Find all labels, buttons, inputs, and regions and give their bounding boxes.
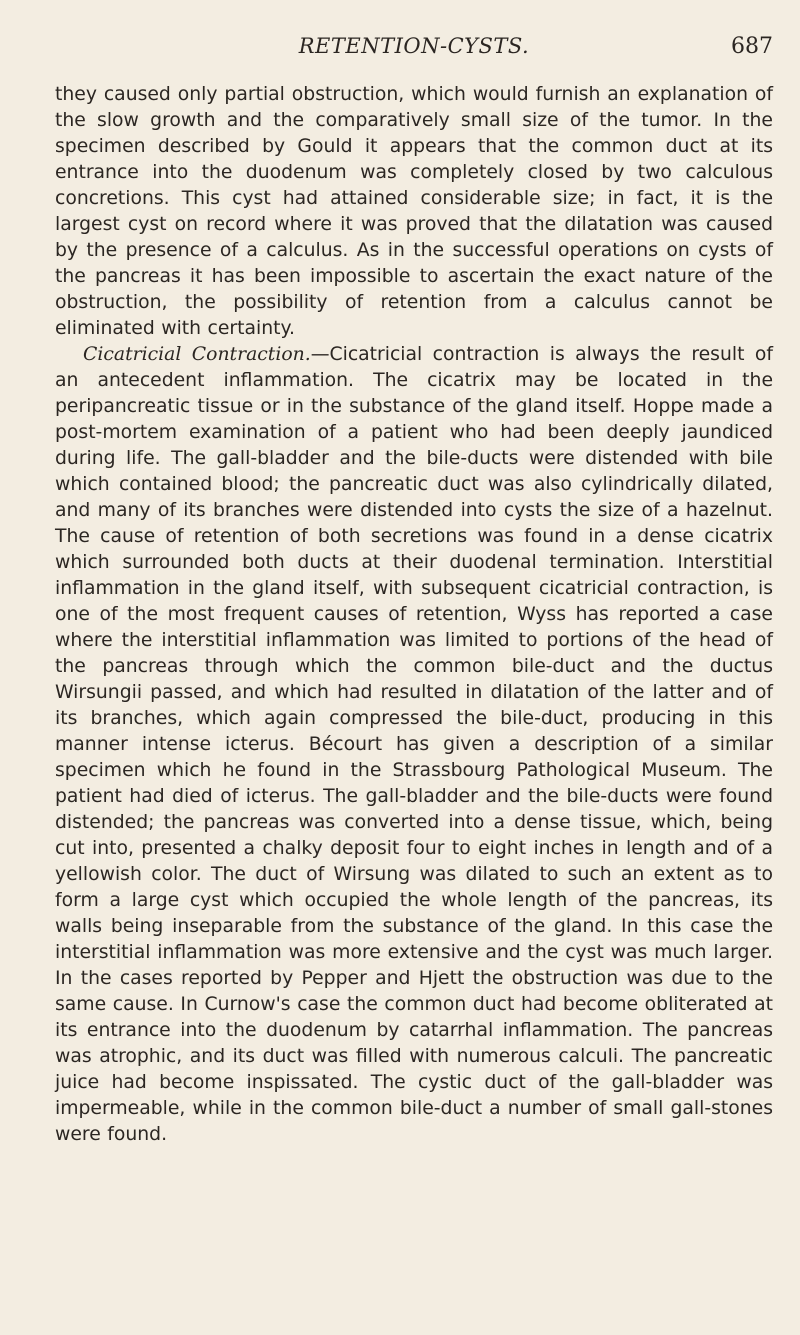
paragraph-text: —Cicatricial contraction is always the result of an antecedent inflammation. The cicatrix may be located in the peripancreatic tissue or in the substance of the gland itself. Hoppe made a post-mortem examination of a patient who had been deeply jaundiced during life. The gall-bladder and the bile-ducts were distended with bile which contained blood; the pancreatic duct was also cylindrically dilated, and many of its branches were distended into cysts the size of a hazelnut. The cause of retention of both secretions was found in a dense cicatrix which surrounded both ducts at their duodenal termination. Interstitial inflammation in the gland itself, with subsequent cicatricial contraction, is one of the most frequent causes of retention, Wyss has reported a case where the interstitial inflammation was limited to portions of the head of the pancreas through which the common bile-duct and the ductus Wirsungii passed, and which had resulted in dilatation of the latter and of its branches, which again compressed the bile-duct, producing in this manner intense icterus. Bécourt has given a description of a similar specimen which he found in the Strassbourg Pathological Museum. The patient had died of icterus. The gall-bladder and the bile-ducts were found distended; the pancreas was converted into a dense tissue, which, being cut into, presented a chalky deposit four to eight inches in length and of a yellowish color. The duct of Wirsung was dilated to such an extent as to form a large cyst which occupied the whole length of the pancreas, its walls being inseparable from the substance of the gland. In this case the interstitial inflammation was more extensive and the cyst was much larger. In the cases reported by Pepper and Hjett the obstruction was due to the same cause. In Curnow's case the common duct had become obliterated at its entrance into the duodenum by catarrhal inflammation. The pancreas was atrophic, and its duct was filled with numerous calculi. The pancreatic juice had become inspissated. The cystic duct of the gall-bladder was impermeable, while in the common bile-duct a number of small gall-stones were found. bbox=[55, 344, 773, 1145]
paragraph-text: they caused only partial obstruction, which would furnish an explanation of the slow growth and the comparatively small size of the tumor. In the specimen described by Gould it appears that the common duct at its entrance into the duodenum was completely closed by two calculous concretions. This cyst had attained considerable size; in fact, it is the largest cyst on record where it was proved that the dilatation was caused by the presence of a calculus. As in the successful operations on cysts of the pancreas it has been impossible to ascertain the exact nature of the obstruction, the possibility of retention from a calculus cannot be eliminated with certainty. bbox=[55, 84, 773, 339]
body-text bbox=[55, 82, 773, 1148]
running-head bbox=[55, 34, 773, 70]
running-title: RETENTION-CYSTS. bbox=[298, 34, 530, 58]
page-number: 687 bbox=[731, 34, 773, 59]
paragraph-cicatricial-contraction bbox=[55, 342, 773, 1148]
section-lead: Cicatricial Contraction. bbox=[83, 344, 311, 365]
paragraph-continuation bbox=[55, 82, 773, 342]
